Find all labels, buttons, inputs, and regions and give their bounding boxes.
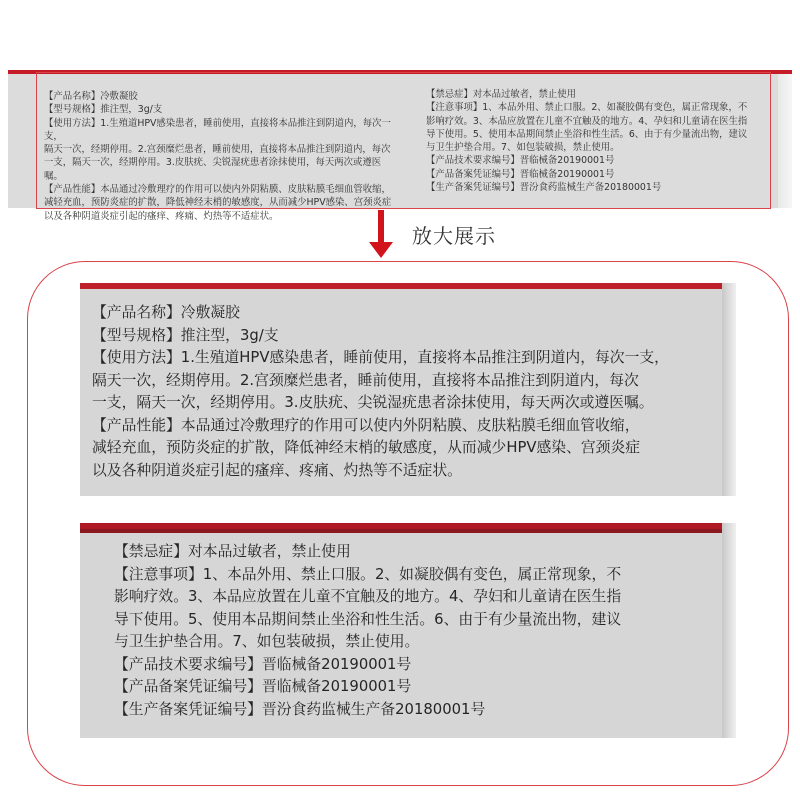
strip-right-line: 【产品备案凭证编号】晋临械备20190001号	[426, 168, 615, 180]
zoom-bottom-line: 【注意事项】1、本品外用、禁止口服。2、如凝胶偶有变色，属正常现象，不	[114, 565, 622, 583]
strip-left-line: 减轻充血，预防炎症的扩散，降低神经末梢的敏感度，从而减少HPV感染、宫颈炎症	[44, 197, 392, 209]
zoom-bottom-line: 【产品技术要求编号】晋临械备20190001号	[114, 655, 412, 673]
strip-left-line: 隔天一次，经期停用。2.宫颈糜烂患者，睡前使用，直接将本品推注到阴道内，每次	[44, 144, 391, 156]
strip-left-line: 【型号规格】推注型，3g/支	[44, 104, 163, 116]
zoom-top-line: 【型号规格】推注型，3g/支	[92, 326, 279, 344]
down-arrow-icon	[378, 210, 384, 244]
strip-right-text	[426, 88, 756, 194]
zoom-top-text	[92, 302, 682, 482]
strip-right-line: 【注意事项】1、本品外用、禁止口服。2、如凝胶偶有变色，属正常现象，不	[426, 102, 748, 114]
zoom-top-line: 减轻充血，预防炎症的扩散，降低神经末梢的敏感度，从而减少HPV感染、宫颈炎症	[92, 439, 641, 456]
zoom-bottom-line: 导下使用。5、使用本品期间禁止坐浴和性生活。6、由于有少量流出物，建议	[114, 610, 622, 628]
zoom-bottom-line: 影响疗效。3、本品应放置在儿童不宜触及的地方。4、孕妇和儿童请在医生指	[114, 588, 622, 605]
strip-left-line: 【使用方法】1.生殖道HPV感染患者，睡前使用，直接将本品推注到阴道内，每次一支，	[44, 117, 391, 142]
zoom-bottom-text	[114, 541, 674, 721]
strip-left-line: 【产品性能】本品通过冷敷理疗的作用可以使内外阴粘膜、皮肤粘膜毛细血管收缩，	[44, 184, 391, 196]
zoom-bottom-line: 【禁忌症】对本品过敏者，禁止使用	[114, 543, 351, 560]
strip-right-line: 影响疗效。3、本品应放置在儿童不宜触及的地方。4、孕妇和儿童请在医生指	[426, 115, 748, 127]
strip-right-line: 导下使用。5、使用本品期间禁止坐浴和性生活。6、由于有少量流出物，建议	[426, 128, 748, 140]
zoom-bottom-line: 与卫生护垫合用。7、如包装破损，禁止使用。	[114, 633, 420, 650]
arrow-head-icon	[369, 242, 393, 258]
strip-right-line: 【产品技术要求编号】晋临械备20190001号	[426, 155, 615, 167]
strip-left-line: 【产品名称】冷敷凝胶	[44, 91, 138, 102]
zoom-top-line: 以及各种阴道炎症引起的瘙痒、疼痛、灼热等不适症状。	[92, 461, 462, 479]
zoom-bottom-line: 【生产备案凭证编号】晋汾食药监械生产备20180001号	[114, 700, 486, 718]
strip-right-line: 【禁忌症】对本品过敏者，禁止使用	[426, 89, 577, 100]
strip-right-line: 与卫生护垫合用。7、如包装破损，禁止使用。	[426, 142, 620, 154]
zoom-top-line: 【产品性能】本品通过冷敷理疗的作用可以使内外阴粘膜、皮肤粘膜毛细血管收缩，	[92, 416, 640, 434]
zoom-top-line: 【使用方法】1.生殖道HPV感染患者，睡前使用，直接将本品推注到阴道内，每次一支，	[92, 349, 669, 366]
strip-left-line: 以及各种阴道炎症引起的瘙痒、疼痛、灼热等不适症状。	[44, 210, 279, 222]
zoom-top-line: 【产品名称】冷敷凝胶	[92, 304, 240, 321]
zoom-top-line: 隔天一次，经期停用。2.宫颈糜烂患者，睡前使用，直接将本品推注到阴道内，每次	[92, 371, 639, 389]
strip-right-line: 【生产备案凭证编号】晋汾食药监械生产备20180001号	[426, 182, 662, 194]
strip-left-line: 一支，隔天一次，经期停用。3.皮肤疣、尖锐湿疣患者涂抹使用，每天两次或遵医嘱。	[44, 157, 382, 182]
zoom-top-line: 一支，隔天一次，经期停用。3.皮肤疣、尖锐湿疣患者涂抹使用，每天两次或遵医嘱。	[92, 394, 654, 411]
zoom-bottom-line: 【产品备案凭证编号】晋临械备20190001号	[114, 678, 412, 695]
zoom-caption: 放大展示	[412, 224, 496, 248]
strip-left-text	[44, 90, 392, 223]
